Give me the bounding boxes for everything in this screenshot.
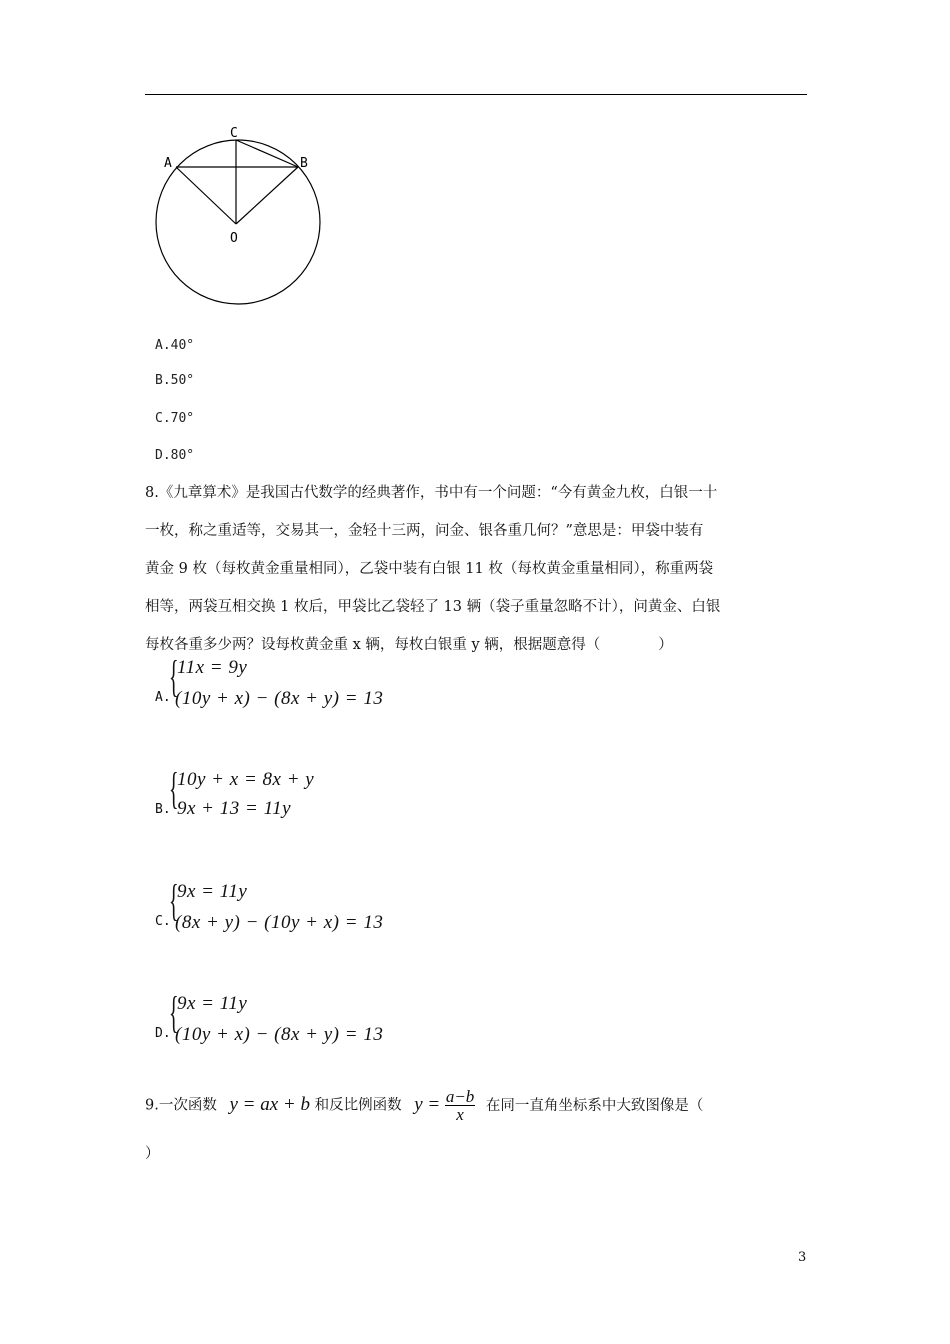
q8-option-c-eq1: 9x = 11y — [177, 881, 248, 902]
q8-option-a-eq2: (10y + x) − (8x + y) = 13 — [175, 688, 384, 709]
q8-option-a-letter: A. — [155, 690, 171, 705]
q8-option-c-eq2: (8x + y) − (10y + x) = 13 — [175, 912, 384, 933]
q8-option-b-eq1: 10y + x = 8x + y — [177, 769, 315, 790]
q9-linear-function: y = ax + b — [229, 1093, 310, 1115]
q9-fraction-denominator: x — [456, 1105, 464, 1124]
segment-bo — [236, 167, 298, 224]
q9-fraction-numerator: a−b — [445, 1087, 475, 1106]
brace-icon: { — [169, 988, 179, 1037]
q9-inverse-lhs: y = — [414, 1093, 441, 1115]
q8-option-b-letter: B. — [155, 802, 171, 817]
q8-line-4: 相等，两袋互相交换 1 枚后，甲袋比乙袋轻了 13 辆（袋子重量忽略不计），问黄金、白银 — [145, 599, 721, 615]
brace-icon: { — [169, 764, 179, 813]
q8-question — [145, 474, 809, 664]
q9-inverse-fraction — [445, 1088, 475, 1123]
q9-prefix: 9.一次函数 — [145, 1097, 217, 1114]
q8-line-1: 8.《九章算术》是我国古代数学的经典著作，书中有一个问题：“今有黄金九枚，白银一十 — [145, 485, 718, 501]
q7-option-a: A.40° — [155, 338, 195, 353]
label-o: O — [230, 231, 238, 246]
q8-line-5: 每枚各重多少两？设每枚黄金重 x 辆，每枚白银重 y 辆，根据题意得（ ） — [145, 637, 673, 653]
segment-ao — [176, 167, 236, 224]
label-c: C — [230, 126, 238, 141]
q8-option-d-eq2: (10y + x) − (8x + y) = 13 — [175, 1024, 384, 1045]
circle-figure — [148, 120, 328, 310]
q8-option-c-letter: C. — [155, 914, 171, 929]
page-number: 3 — [798, 1250, 807, 1265]
q8-option-d-eq1: 9x = 11y — [177, 993, 248, 1014]
q9-suffix: 在同一直角坐标系中大致图像是（ — [485, 1097, 704, 1114]
q8-line-3: 黄金 9 枚（每枚黄金重量相同），乙袋中装有白银 11 枚（每枚黄金重量相同），称重两袋 — [145, 561, 714, 577]
label-a: A — [164, 156, 172, 171]
q8-option-a-eq1: 11x = 9y — [177, 657, 248, 678]
q7-option-b: B.50° — [155, 373, 195, 388]
segment-cb — [236, 140, 298, 167]
q7-option-d: D.80° — [155, 448, 195, 463]
q8-option-d-letter: D. — [155, 1026, 171, 1041]
q9-closing-paren: ） — [145, 1146, 160, 1162]
q8-option-b-eq2: 9x + 13 = 11y — [177, 798, 292, 819]
q9-middle: 和反比例函数 — [314, 1097, 402, 1114]
label-b: B — [300, 156, 308, 171]
q9-question — [145, 1088, 703, 1123]
q7-option-c: C.70° — [155, 411, 195, 426]
brace-icon: { — [169, 652, 179, 701]
q8-line-2: 一枚，称之重适等，交易其一，金轻十三两，问金、银各重几何？”意思是：甲袋中装有 — [145, 523, 704, 539]
header-rule — [145, 94, 807, 95]
brace-icon: { — [169, 876, 179, 925]
